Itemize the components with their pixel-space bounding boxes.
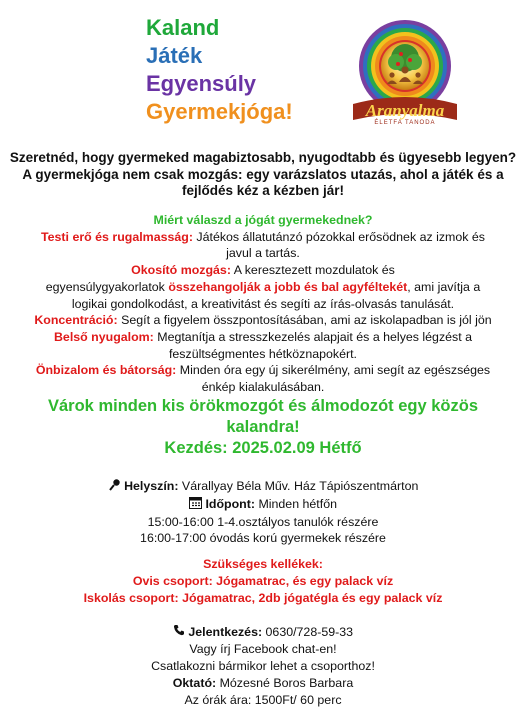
aranyalma-logo <box>345 18 465 130</box>
why-heading: Miért válaszd a jógát gyermekednek? <box>0 212 526 229</box>
logo-name: Aranyalma <box>345 101 465 121</box>
logo-subtitle: ÉLETFA TANODA <box>345 120 465 126</box>
time-label: Időpont: <box>205 497 255 511</box>
price: Az órák ára: 1500Ft/ 60 perc <box>0 692 526 708</box>
time-row <box>0 496 526 514</box>
time-slot-1: 15:00-16:00 1-4.osztályos tanulók részére <box>0 514 526 531</box>
why-point-strength <box>0 229 526 246</box>
strength-text: Játékos állatutánzó pózokkal erősödnek az izmok és <box>193 230 485 244</box>
needs-section <box>0 556 526 606</box>
concentration-text: Segít a figyelem összpontosításában, ami az iskolapadban is jól jön <box>118 313 492 327</box>
needs-heading: Szükséges kellékek: <box>0 556 526 573</box>
contact-join: Csatlakozni bármikor lehet a csoporthoz! <box>0 658 526 675</box>
invite-line-1: Várok minden kis örökmozgót és álmodozót egy közös <box>0 396 526 417</box>
smart-movement-highlight: összehangolják a jobb és bal agyféltekét <box>168 280 407 294</box>
smart-movement-pre: egyensúlygyakorlatok <box>46 280 169 294</box>
why-point-concentration <box>0 312 526 329</box>
needs-iskolas: Iskolás csoport: Jógamatrac, 2db jógatégla és egy palack víz <box>0 590 526 607</box>
invite-line-2: kalandra! <box>0 417 526 438</box>
title-egyensuly: Egyensúly <box>146 70 293 98</box>
location-label: Helyszín: <box>124 479 178 493</box>
why-point-calm <box>0 329 526 346</box>
smart-movement-text: A keresztezett mozdulatok és <box>231 263 395 277</box>
details-section <box>0 478 526 547</box>
title-jatek: Játék <box>146 42 293 70</box>
concentration-label: Koncentráció: <box>34 313 117 327</box>
teacher-name: Mózesné Boros Barbara <box>216 676 353 690</box>
why-point-confidence <box>0 362 526 379</box>
teacher-row <box>0 675 526 692</box>
strength-label: Testi erő és rugalmasság: <box>41 230 193 244</box>
contact-facebook: Vagy írj Facebook chat-en! <box>0 641 526 658</box>
contact-label: Jelentkezés: <box>188 625 262 639</box>
smart-movement-label: Okosító mozgás: <box>131 263 231 277</box>
invite-section <box>0 396 526 459</box>
why-point-smart-movement <box>0 262 526 279</box>
start-date: Kezdés: 2025.02.09 Hétfő <box>0 438 526 459</box>
smart-movement-line-2 <box>0 279 526 296</box>
phone-icon <box>173 624 185 641</box>
contact-row <box>0 624 526 641</box>
intro-text <box>0 150 526 200</box>
calm-text-2: feszültségmentes hétköznapokért. <box>0 346 526 363</box>
intro-line-1: Szeretnéd, hogy gyermeked magabiztosabb, nyugodtabb és ügyesebb legyen? <box>0 150 526 167</box>
confidence-text: Minden óra egy új sikerélmény, ami segít az egészséges <box>176 363 490 377</box>
calm-text: Megtanítja a stresszkezelés alapjait és a helyes légzést a <box>154 330 472 344</box>
contact-phone[interactable]: 0630/728-59-33 <box>262 625 353 639</box>
confidence-label: Önbizalom és bátorság: <box>36 363 176 377</box>
teacher-label: Oktató: <box>173 676 216 690</box>
title-kaland: Kaland <box>146 14 293 42</box>
contact-section <box>0 624 526 708</box>
title-gyermekjoga: Gyermekjóga! <box>146 98 293 126</box>
time-value: Minden hétfőn <box>255 497 337 511</box>
location-value: Várallyay Béla Műv. Ház Tápiószentmárton <box>178 479 418 493</box>
strength-text-2: javul a tartás. <box>0 245 526 262</box>
smart-movement-line-3: logikai gondolkodást, a kreativitást és segíti az írás-olvasás tanulását. <box>0 296 526 313</box>
time-slot-2: 16:00-17:00 óvodás korú gyermekek részére <box>0 530 526 547</box>
intro-line-2: A gyermekjóga nem csak mozgás: egy varázslatos utazás, ahol a játék és a <box>0 167 526 184</box>
location-row <box>0 478 526 496</box>
smart-movement-post: , ami javítja a <box>407 280 480 294</box>
intro-line-3: fejlődés kéz a kézben jár! <box>0 183 526 200</box>
calendar-icon <box>189 496 202 514</box>
why-section <box>0 212 526 396</box>
title-block <box>146 14 293 126</box>
pin-icon <box>108 478 121 496</box>
calm-label: Belső nyugalom: <box>54 330 154 344</box>
needs-ovis: Ovis csoport: Jógamatrac, és egy palack víz <box>0 573 526 590</box>
confidence-text-2: énkép kialakulásában. <box>0 379 526 396</box>
